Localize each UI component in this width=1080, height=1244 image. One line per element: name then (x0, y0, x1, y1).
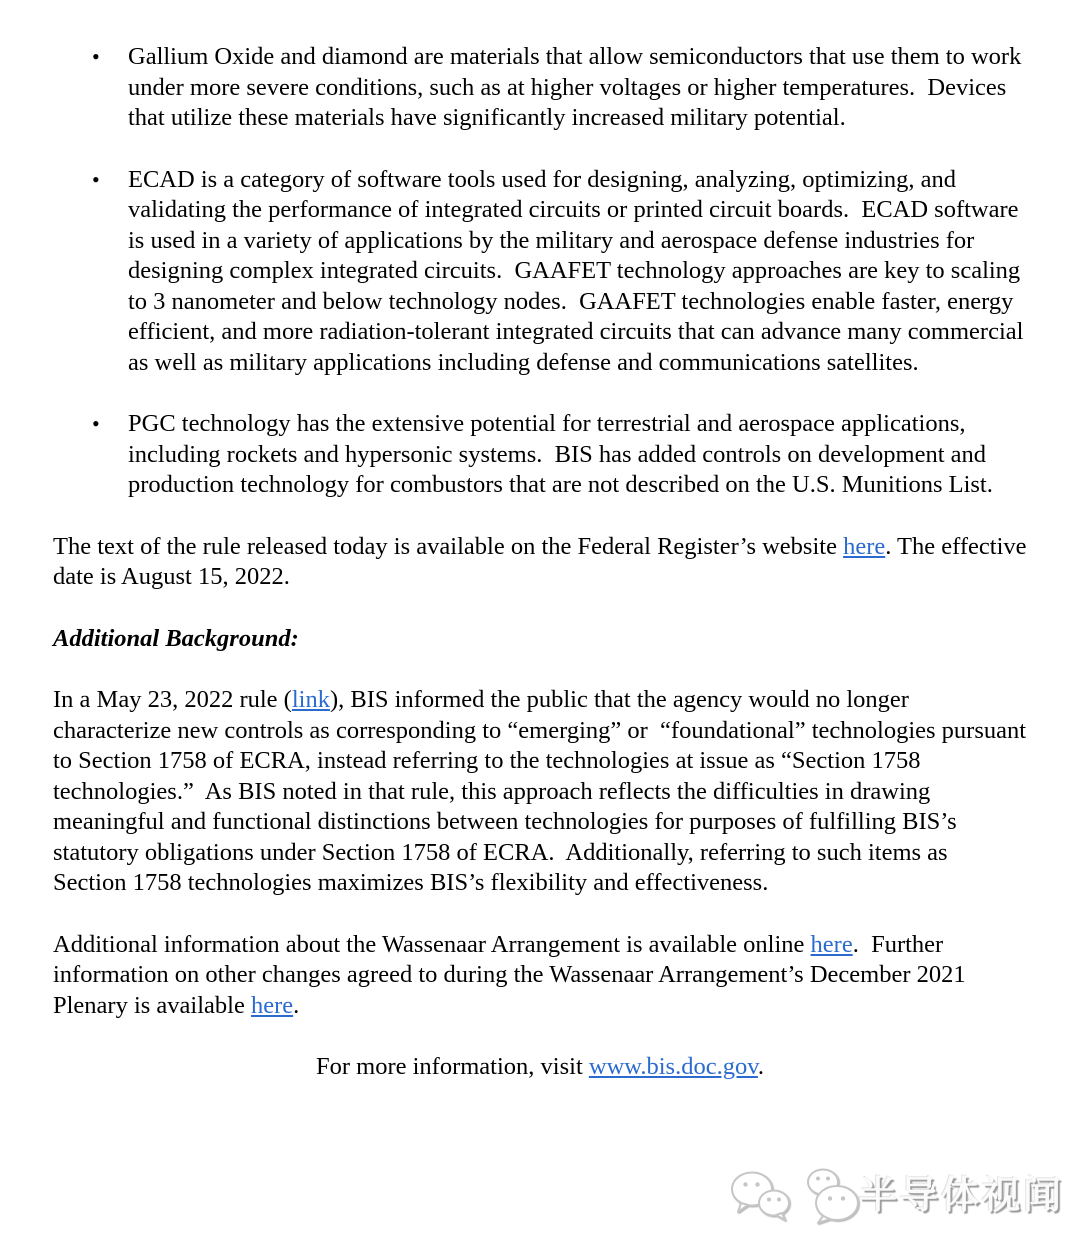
inline-link[interactable]: link (291, 686, 330, 713)
text-run: . Further information on other changes agreed to during the Wassenaar Arrangement’s December 2021 Plenary is available (53, 930, 972, 1019)
wechat-logo-icon (729, 1170, 793, 1222)
paragraph-rule-availability (53, 532, 1033, 593)
bullet-text-ecad-gaafet (128, 165, 1030, 379)
bullet-marker: • (92, 411, 100, 436)
text-run: ), BIS informed the public that the agency would no longer characterize new controls as corresponding to “emerging” or “foundational” technologies pursuant to Section 1758 of ECRA, instead referring to the technologies at issue as “Section 1758 technologies.” As BIS noted in that rule, this approach reflects the difficulties in drawing meaningful and functional distinctions between technologies for purposes of fulfilling BIS’s statutory obligations under Section 1758 of ECRA. Additionally, referring to such items as Section 1758 technologies maximizes BIS’s flexibility and effectiveness. (53, 686, 1033, 896)
text-run: ECAD is a category of software tools used for designing, analyzing, optimizing, and validating the performance of integrated circuits or printed circuit boards. ECAD software is used in a variety of applications by the military and aerospace defense industries for designing complex integrated circuits. GAAFET technology approaches are key to scaling to 3 nanometer and below technology nodes. GAAFET technologies enable faster, energy efficient, and more radiation-tolerant integrated circuits that can advance many commercial as well as military applications including defense and communications satellites. (128, 165, 1030, 376)
bullet-item-pgc (53, 409, 1027, 501)
text-run: . (293, 991, 300, 1019)
heading-additional-background: Additional Background: (53, 624, 299, 652)
footer-info-line (53, 1052, 1027, 1083)
watermark-text: 半导体视闻 (858, 1174, 1064, 1217)
text-run: . (757, 1053, 764, 1080)
text-run: For more information, visit (316, 1053, 589, 1080)
text-run: Additional information about the Wassenaar Arrangement is available online (53, 930, 811, 958)
text-run: . The effective date is August 15, 2022. (53, 532, 1033, 590)
text-run: Gallium Oxide and diamond are materials that allow semiconductors that use them to work under more severe conditions, such as at higher voltages or higher temperatures. Devices that utilize these materials have significantly increased military potential. (128, 43, 1028, 131)
watermark-icons (729, 1168, 865, 1224)
bullet-marker: • (92, 44, 100, 69)
bullet-item-gallium-oxide (53, 42, 1027, 134)
inline-link[interactable]: here (843, 532, 886, 560)
inline-link[interactable]: www.bis.doc.gov (588, 1053, 758, 1080)
bullet-list (53, 42, 1030, 501)
inline-link[interactable]: here (250, 991, 294, 1019)
text-run: The text of the rule released today is available on the Federal Register’s website (53, 532, 844, 560)
inline-link[interactable]: here (810, 930, 853, 958)
paragraph-section-1758 (53, 685, 1033, 899)
bullet-text-pgc (128, 409, 1027, 501)
text-run: In a May 23, 2022 rule ( (53, 686, 292, 713)
watermark (729, 1168, 1064, 1224)
wechat-logo-icon (803, 1168, 865, 1224)
paragraph-wassenaar (53, 930, 1027, 1022)
text-run: PGC technology has the extensive potential for terrestrial and aerospace applications, including rockets and hypersonic systems. BIS has added controls on development and production technology for combustors that are not described on the U.S. Munitions List. (128, 410, 993, 498)
bullet-item-ecad-gaafet (53, 165, 1030, 379)
bullet-marker: • (92, 166, 100, 192)
bullet-text-gallium-oxide (128, 42, 1027, 134)
